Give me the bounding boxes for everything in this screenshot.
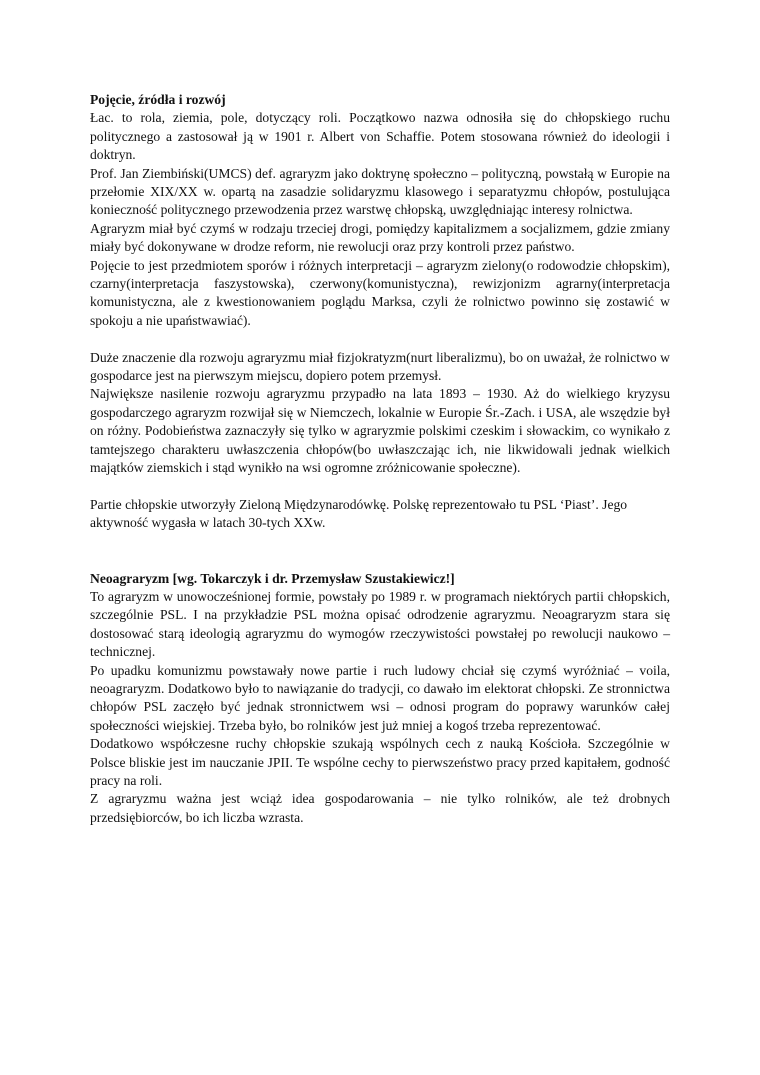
- paragraph: Największe nasilenie rozwoju agraryzmu przypadło na lata 1893 – 1930. Aż do wielkiego kryzysu gospodarczego agraryzm rozwijał się w Niemczech, lokalnie w Europie Śr.-Zach. i USA, ale wszędzie był on różny. Podobieństwa zaznaczyły się tylko w agraryzmie polskimi czeskim i słowackim, co wynikało z tamtejszego charakteru uwłaszczenia chłopów(bo uwłaszczając ich, nie likwidowali jednak wielkich majątków ziemskich i stąd wynikło na wsi ogromne zróżnicowanie społeczne).: [90, 386, 670, 476]
- blank-line: [90, 330, 670, 348]
- blank-line: [90, 533, 670, 570]
- paragraph: Duże znaczenie dla rozwoju agraryzmu miał fizjokratyzm(nurt liberalizmu), bo on uważał, że rolnictwo w gospodarce jest na pierwszym miejscu, dopiero potem przemysł.: [90, 349, 670, 384]
- paragraph: Prof. Jan Ziembiński(UMCS) def. agraryzm jako doktrynę społeczno – polityczną, powstałą w Europie na przełomie XIX/XX w. opartą na zasadzie solidaryzmu klasowego i separatyzmu chłopów, postulująca konieczność politycznego przewodzenia przez warstwę chłopską, uwzględniając interesy rolnictwa.: [90, 165, 670, 218]
- paragraph: To agraryzm w unowocześnionej formie, powstały po 1989 r. w programach niektórych partii chłopskich, szczególnie PSL. I na przykładzie PSL można opisać odrodzenie agraryzmu. Neoagraryzm stara się dostosować starą ideologią agraryzmu do wymogów rzeczywistości powstałej po rewolucji naukowo – technicznej.: [90, 588, 670, 660]
- paragraph: Łac. to rola, ziemia, pole, dotyczący roli. Początkowo nazwa odnosiła się do chłopskiego ruchu politycznego a zastosował ją w 1901 r. Albert von Schaffie. Potem stosowana również do ideologii i doktryn.: [90, 110, 670, 163]
- section-heading-pojecie: Pojęcie, źródła i rozwój: [90, 92, 226, 107]
- paragraph: Partie chłopskie utworzyły Zieloną Międzynarodówkę. Polskę reprezentowało tu PSL ‘Piast’. Jego aktywność wygasła w latach 30-tych XXw.: [90, 496, 628, 531]
- paragraph: Agraryzm miał być czymś w rodzaju trzeciej drogi, pomiędzy kapitalizmem a socjalizmem, gdzie zmiany miały być dokonywane w drodze reform, nie rewolucji oraz przy kontroli przez państwo.: [90, 220, 670, 255]
- paragraph: Dodatkowo współczesne ruchy chłopskie szukają wspólnych cech z nauką Kościoła. Szczególnie w Polsce bliskie jest im nauczanie JPII. Te wspólne cechy to pierwszeństwo pracy przed kapitałem, godność pracy na roli.: [90, 736, 670, 788]
- blank-line: [90, 478, 670, 496]
- paragraph: Z agraryzmu ważna jest wciąż idea gospodarowania – nie tylko rolników, ale też drobnych przedsiębiorców, bo ich liczba wzrasta.: [90, 791, 670, 825]
- document-page: [90, 91, 670, 827]
- paragraph: Po upadku komunizmu powstawały nowe partie i ruch ludowy chciał się czymś wyróżniać – voila, neoagraryzm. Dodatkowo było to nawiązanie do tradycji, co dawało im elektorat chłopski. Ze stronnictwa chłopów PSL zaczęło być jednak stronnictwem wsi – odnosi program do poprawy warunków całej społeczności wiejskiej. Trzeba było, bo rolników jest już mniej a kogoś trzeba reprezentować.: [90, 662, 670, 733]
- paragraph: Pojęcie to jest przedmiotem sporów i różnych interpretacji – agraryzm zielony(o rodowodzie chłopskim), czarny(interpretacja faszystowska), czerwony(komunistyczna), rewizjonizm agrarny(interpretacja komunistyczna, ale z kwestionowaniem poglądu Marksa, czyli że rolnictwo powinno się zostawić w spokoju a nie upaństwawiać).: [90, 257, 670, 328]
- section-heading-neoagraryzm: Neoagraryzm [wg. Tokarczyk i dr. Przemysław Szustakiewicz!]: [90, 570, 455, 586]
